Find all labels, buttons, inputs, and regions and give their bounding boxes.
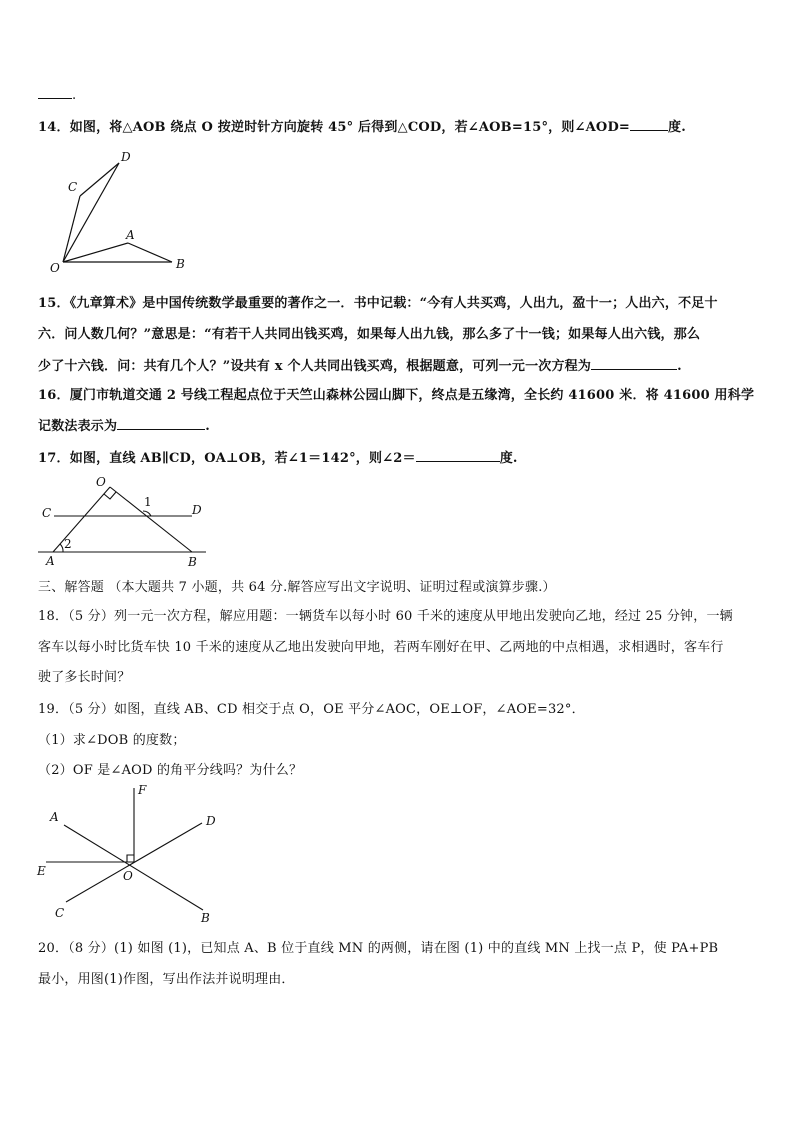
question-18-line-1: 18．（5 分）列一元一次方程，解应用题：一辆货车以每小时 60 千米的速度从甲地出发驶向乙地，经过 25 分钟，一辆 bbox=[38, 609, 733, 624]
label-A: A bbox=[50, 810, 59, 824]
label-B: B bbox=[188, 555, 197, 569]
label-C: C bbox=[42, 506, 52, 520]
question-14: 14．如图，将△AOB 绕点 O 按逆时针方向旋转 45° 后得到△COD，若∠AOB=15°，则∠AOD= 度. bbox=[38, 120, 686, 135]
label-B: B bbox=[201, 911, 210, 925]
angle-2-label: 2 bbox=[64, 537, 72, 551]
label-A: A bbox=[46, 554, 55, 568]
question-18-line-2: 客车以每小时比货车快 10 千米的速度从乙地出发驶向甲地，若两车刚好在甲、乙两地的中点相遇，求相遇时，客车行 bbox=[38, 640, 724, 655]
label-C: C bbox=[55, 906, 65, 920]
label-E: E bbox=[37, 864, 46, 878]
label-O: O bbox=[50, 261, 60, 275]
right-angle-mark bbox=[127, 855, 134, 862]
question-17: 17．如图，直线 AB∥CD，OA⊥OB，若∠1＝142°，则∠2＝ 度. bbox=[38, 451, 518, 466]
section-3-heading: 三、解答题 （本大题共 7 小题，共 64 分.解答应写出文字说明、证明过程或演算步骤.） bbox=[38, 580, 556, 595]
label-D: D bbox=[192, 503, 202, 517]
label-B: B bbox=[176, 257, 185, 271]
angle-1-label: 1 bbox=[144, 495, 152, 509]
label-D: D bbox=[206, 814, 216, 828]
label-C: C bbox=[68, 180, 78, 194]
question-19-sub-1: （1）求∠DOB 的度数； bbox=[38, 733, 186, 748]
top-fragment: . bbox=[38, 86, 76, 103]
label-O: O bbox=[123, 869, 133, 883]
label-F: F bbox=[138, 783, 147, 797]
question-20-line-1: 20．（8 分）(1) 如图 (1)，已知点 A、B 位于直线 MN 的两侧，请在图 (1) 中的直线 MN 上找一点 P，使 PA+PB bbox=[38, 941, 719, 956]
question-19-sub-2: （2）OF 是∠AOD 的角平分线吗？为什么？ bbox=[38, 763, 303, 778]
question-20-line-2: 最小，用图(1)作图，写出作法并说明理由． bbox=[38, 972, 295, 987]
question-16-line-2: 记数法表示为 . bbox=[38, 419, 210, 434]
label-D: D bbox=[121, 150, 131, 164]
question-15-line-3: 少了十六钱．问：共有几个人？”设共有 x 个人共同出钱买鸡，根据题意，可列一元一次方程为 . bbox=[38, 359, 682, 374]
question-15-line-2: 六．问人数几何？”意思是：“有若干人共同出钱买鸡，如果每人出九钱，那么多了十一钱；如果每人出六钱，那么 bbox=[38, 327, 701, 342]
label-A: A bbox=[126, 228, 135, 242]
label-O: O bbox=[96, 475, 106, 489]
question-18-line-3: 驶了多长时间？ bbox=[38, 670, 131, 685]
question-15-line-1: 15．《九章算术》是中国传统数学最重要的著作之一．书中记载：“今有人共买鸡，人出九，盈十一；人出六，不足十 bbox=[38, 296, 718, 311]
question-19-stem: 19．（5 分）如图，直线 AB、CD 相交于点 O，OE 平分∠AOC，OE⊥OF，∠AOE=32°． bbox=[38, 702, 585, 717]
question-16-line-1: 16．厦门市轨道交通 2 号线工程起点位于天竺山森林公园山脚下，终点是五缘湾，全长约 41600 米．将 41600 用科学 bbox=[38, 388, 755, 403]
